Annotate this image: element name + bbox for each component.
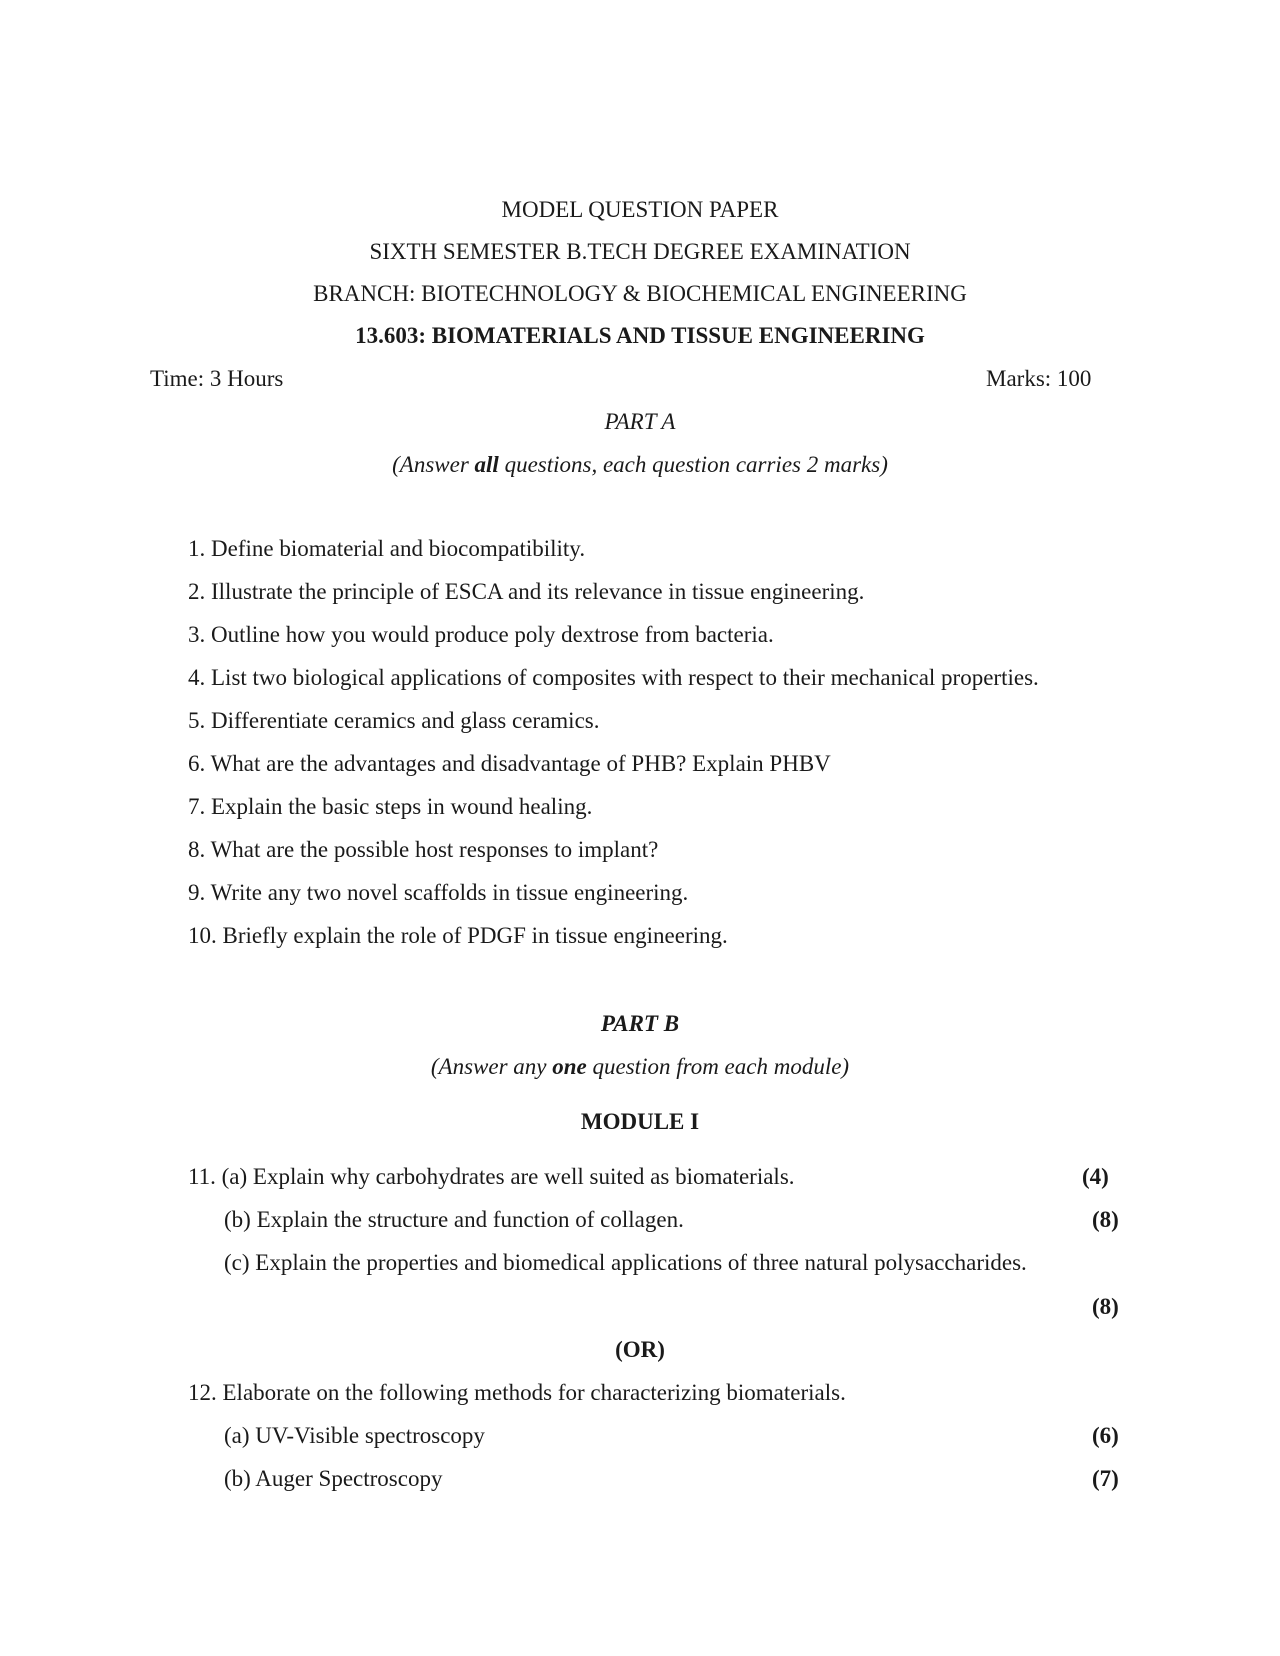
question-3: 3. Outline how you would produce poly dextrose from bacteria. [188,622,774,647]
question-11c-marks: (8) [1092,1294,1119,1319]
course-title: 13.603: BIOMATERIALS AND TISSUE ENGINEERING [355,323,925,348]
question-11a: 11. (a) Explain why carbohydrates are well suited as biomaterials. [188,1164,795,1189]
total-marks: Marks: 100 [986,366,1092,391]
question-10: 10. Briefly explain the role of PDGF in tissue engineering. [188,923,728,948]
part-b-title: PART B [600,1011,680,1036]
question-1: 1. Define biomaterial and biocompatibility. [188,536,586,561]
module-heading: MODULE I [580,1109,700,1134]
question-12: 12. Elaborate on the following methods for characterizing biomaterials. [188,1380,846,1405]
question-12b: (b) Auger Spectroscopy [224,1466,443,1491]
question-2: 2. Illustrate the principle of ESCA and its relevance in tissue engineering. [188,579,865,604]
question-12a: (a) UV-Visible spectroscopy [224,1423,485,1448]
question-11b-marks: (8) [1092,1207,1119,1232]
or-separator: (OR) [615,1337,665,1362]
question-5: 5. Differentiate ceramics and glass ceramics. [188,708,600,733]
paper-title: MODEL QUESTION PAPER [501,197,779,222]
question-8: 8. What are the possible host responses to implant? [188,837,659,862]
question-11a-marks: (4) [1082,1164,1109,1189]
question-12b-marks: (7) [1092,1466,1119,1491]
branch-title: BRANCH: BIOTECHNOLOGY & BIOCHEMICAL ENGINEERING [313,281,967,306]
question-11c: (c) Explain the properties and biomedical applications of three natural polysaccharides. [224,1250,1027,1275]
question-11b: (b) Explain the structure and function of collagen. [224,1207,684,1232]
part-a-title: PART A [604,409,676,434]
question-6: 6. What are the advantages and disadvantage of PHB? Explain PHBV [188,751,831,776]
exam-title: SIXTH SEMESTER B.TECH DEGREE EXAMINATION [369,239,911,264]
question-4: 4. List two biological applications of composites with respect to their mechanical properties. [188,665,1039,690]
part-a-instructions: (Answer all questions, each question carries 2 marks) [392,452,888,477]
exam-time: Time: 3 Hours [150,366,284,391]
part-b-instructions: (Answer any one question from each module) [430,1054,850,1079]
question-12a-marks: (6) [1092,1423,1119,1448]
question-9: 9. Write any two novel scaffolds in tissue engineering. [188,880,689,905]
question-7: 7. Explain the basic steps in wound healing. [188,794,593,819]
